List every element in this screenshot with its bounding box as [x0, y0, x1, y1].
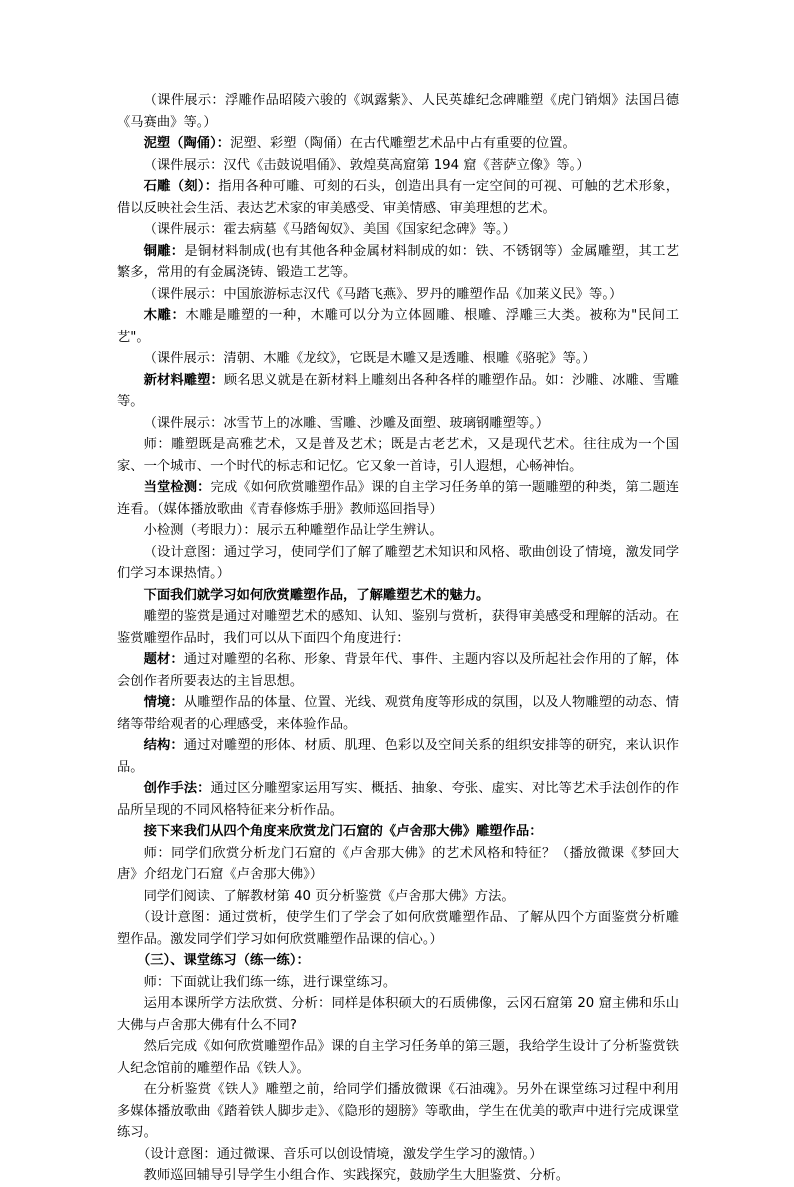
bold-text: 结构：	[143, 738, 184, 753]
paragraph	[117, 348, 679, 370]
paragraph	[117, 284, 679, 306]
text-run: 运用本课所学方法欣赏、分析：同样是体积硕大的石质佛像，云冈石窟第 20 窟主佛和乐山大佛与卢舍那大佛有什么不同?	[117, 996, 679, 1033]
text-run: （课件展示：霍去病墓《马踏匈奴》、美国《国家纪念碑》等。）	[143, 222, 516, 237]
paragraph	[117, 735, 679, 778]
text-run: 泥塑、彩塑（陶俑）在古代雕塑艺术品中占有重要的位置。	[230, 136, 576, 151]
text-run: 完成《如何欣赏雕塑作品》课的自主学习任务单的第一题雕塑的种类，第二题连连看。（媒体播放歌曲《青春修炼手册》教师巡回指导）	[117, 480, 679, 517]
paragraph	[117, 1165, 679, 1187]
paragraph	[117, 821, 679, 843]
paragraph	[117, 585, 679, 607]
text-run: 通过对雕塑的形体、材质、肌理、色彩以及空间关系的组织安排等的研究，来认识作品。	[117, 738, 680, 775]
paragraph	[117, 950, 679, 972]
text-run: （设计意图：通过微课、音乐可以创设情境，激发学生学习的激情。）	[136, 1146, 543, 1162]
text-run: 顾名思义就是在新材料上雕刻出各种各样的雕塑作品。如：沙雕、冰雕、雪雕等。	[117, 372, 680, 409]
bold-text: 铜雕：	[143, 243, 185, 259]
text-run: 雕塑的鉴赏是通过对雕塑艺术的感知、认知、鉴别与赏析，获得审美感受和理解的活动。在鉴赏雕塑作品时，我们可以从下面四个角度进行：	[117, 609, 679, 646]
paragraph	[117, 778, 679, 821]
paragraph	[117, 413, 679, 435]
text-run: 教师巡回辅导引导学生小组合作、实践探究，鼓励学生大胆鉴赏、分析。	[143, 1168, 570, 1183]
text-run: 从雕塑作品的体量、位置、光线、观赏角度等形成的氛围，以及人物雕塑的动态、情绪等带给观者的心理感受，来体验作品。	[117, 695, 680, 732]
text-run: （设计意图：通过学习，使同学们了解了雕塑艺术知识和风格、歌曲创设了情境，激发同学们学习本课热情。）	[117, 544, 679, 581]
paragraph	[117, 219, 679, 241]
document-page	[117, 90, 679, 1187]
bold-text: 创作手法：	[143, 781, 211, 796]
text-run: 木雕是雕塑的一种，木雕可以分为立体圆雕、根雕、浮雕三大类。被称为"民间工艺"。	[117, 308, 680, 345]
text-run: （课件展示：中国旅游标志汉代《马踏飞燕》、罗丹的雕塑作品《加莱义民》等。）	[143, 286, 623, 302]
paragraph	[117, 1144, 679, 1166]
paragraph	[117, 370, 679, 413]
text-run: 师：下面就让我们练一练，进行课堂练习。	[143, 974, 397, 990]
text-run: 通过对雕塑的名称、形象、背景年代、事件、主题内容以及所起社会作用的了解，体会创作者所要表达的主旨思想。	[117, 652, 680, 689]
paragraph	[117, 133, 679, 155]
bold-text: 接下来我们从四个角度来欣赏龙门石窟的《卢舍那大佛》雕塑作品：	[143, 824, 543, 839]
paragraph	[117, 606, 679, 649]
paragraph	[117, 907, 679, 950]
bold-text: 题材：	[143, 652, 184, 667]
paragraph	[117, 1079, 679, 1144]
bold-text: 石雕（刻）：	[143, 179, 219, 194]
paragraph	[117, 434, 679, 477]
text-run: 然后完成《如何欣赏雕塑作品》课的自主学习任务单的第三题，我给学生设计了分析鉴赏铁人纪念馆前的雕塑作品《铁人》。	[117, 1039, 679, 1076]
paragraph	[117, 90, 679, 133]
paragraph	[117, 993, 679, 1036]
paragraph	[117, 477, 679, 520]
text-run: （课件展示：浮雕作品昭陵六骏的《飒露紫》、人民英雄纪念碑雕塑《虎门销烟》法国吕德《马赛曲》等。）	[117, 93, 679, 130]
bold-text: （三）、课堂练习（练一练）：	[136, 953, 310, 968]
text-run: （课件展示：清朝、木雕《龙纹》，它既是木雕又是透雕、根雕《骆驼》等。）	[143, 351, 596, 366]
text-run: 在分析鉴赏《铁人》雕塑之前，给同学们播放微课《石油魂》。另外在课堂练习过程中利用多媒体播放歌曲《踏着铁人脚步走》、《隐形的翅膀》等歌曲，学生在优美的歌声中进行完成课堂练习。	[117, 1082, 679, 1140]
paragraph	[117, 692, 679, 735]
bold-text: 木雕：	[143, 308, 186, 323]
bold-text: 当堂检测：	[143, 480, 211, 495]
paragraph	[117, 886, 679, 908]
paragraph	[117, 176, 679, 219]
paragraph	[117, 972, 679, 994]
bold-text: 泥塑（陶俑）：	[143, 136, 231, 151]
paragraph	[117, 305, 679, 348]
paragraph	[117, 241, 679, 284]
paragraph	[117, 843, 679, 886]
bold-text: 新材料雕塑：	[143, 372, 224, 388]
text-run: 师：同学们欣赏分析龙门石窟的《卢舍那大佛》的艺术风格和特征？（播放微课《梦回大唐》介绍龙门石窟《卢舍那大佛》）	[117, 845, 679, 882]
text-run: （课件展示：冰雪节上的冰雕、雪雕、沙雕及面塑、玻璃钢雕塑等。）	[143, 415, 550, 431]
paragraph	[117, 649, 679, 692]
paragraph	[117, 155, 679, 177]
paragraph	[117, 1036, 679, 1079]
bold-text: 下面我们就学习如何欣赏雕塑作品，了解雕塑艺术的魅力。	[143, 587, 490, 603]
text-run: 指用各种可雕、可刻的石头，创造出具有一定空间的可视、可触的艺术形象，借以反映社会生活、表达艺术家的审美感受、审美情感、审美理想的艺术。	[117, 179, 679, 216]
text-run: 是铜材料制成(也有其他各种金属材料制成的如：铁、不锈钢等）金属雕塑，其工艺繁多，常用的有金属浇铸、锻造工艺等。	[117, 243, 680, 280]
paragraph	[117, 520, 679, 542]
bold-text: 情境：	[143, 695, 184, 710]
text-run: 同学们阅读、了解教材第 40 页分析鉴赏《卢舍那大佛》方法。	[143, 888, 515, 904]
text-run: 小检测（考眼力）：展示五种雕塑作品让学生辨认。	[143, 523, 443, 538]
paragraph	[117, 542, 679, 585]
text-run: 通过区分雕塑家运用写实、概括、抽象、夸张、虚实、对比等艺术手法创作的作品所呈现的不同风格特征来分析作品。	[117, 781, 679, 818]
text-run: （设计意图：通过赏析，使学生们了学会了如何欣赏雕塑作品、了解从四个方面鉴赏分析雕塑作品。激发同学们学习如何欣赏雕塑作品课的信心。）	[117, 910, 679, 947]
text-run: 师：雕塑既是高雅艺术，又是普及艺术；既是古老艺术，又是现代艺术。往往成为一个国家、一个城市、一个时代的标志和记忆。它又象一首诗，引人遐想，心畅神怡。	[117, 437, 679, 474]
text-run: （课件展示：汉代《击鼓说唱俑》、敦煌莫高窟第 194 窟《菩萨立像》等。）	[143, 157, 590, 173]
